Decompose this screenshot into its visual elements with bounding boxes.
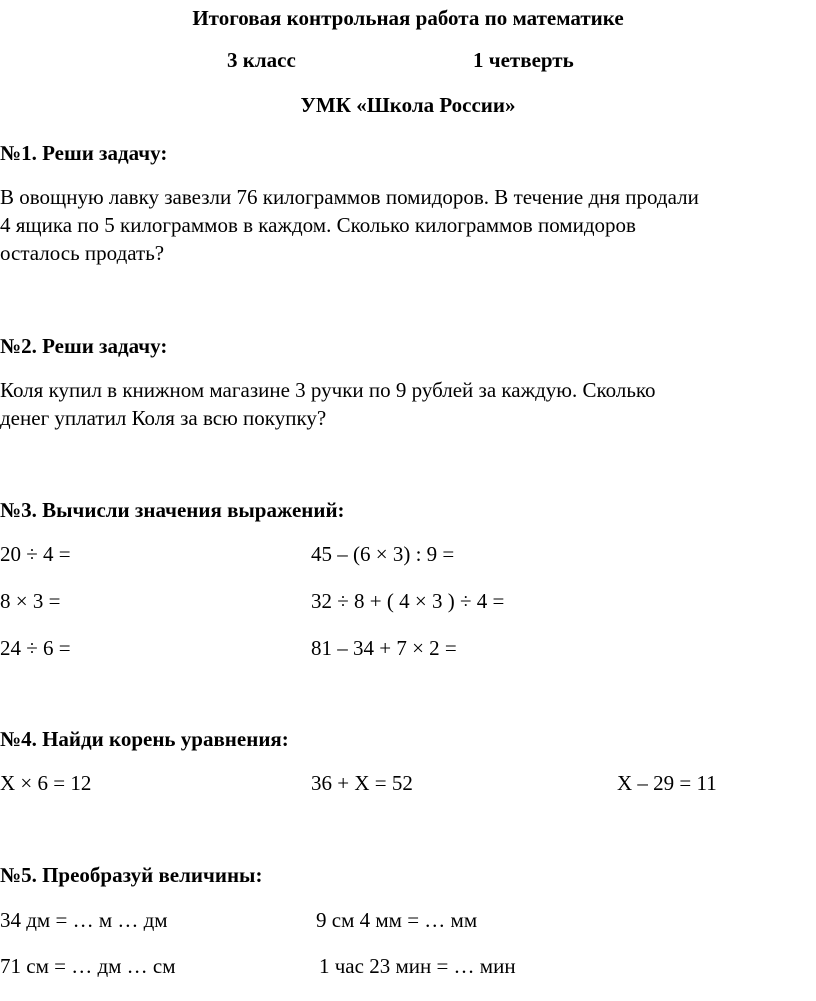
expression: 32 ÷ 8 + ( 4 × 3 ) ÷ 4 =	[311, 589, 505, 613]
task2-text-line: денег уплатил Коля за всю покупку?	[0, 406, 327, 430]
task1-text-line: В овощную лавку завезли 76 килограммов помидоров. В течение дня продали	[0, 185, 699, 209]
conversion: 1 час 23 мин = … мин	[319, 954, 516, 978]
expression: 24 ÷ 6 =	[0, 636, 71, 660]
equation: Х – 29 = 11	[617, 771, 717, 795]
equation: 36 + Х = 52	[311, 771, 413, 795]
task2-text-line: Коля купил в книжном магазине 3 ручки по 9 рублей за каждую. Сколько	[0, 378, 656, 402]
task3-heading: №3. Вычисли значения выражений:	[0, 498, 345, 522]
conversion: 9 см 4 мм = … мм	[316, 908, 478, 932]
expression: 81 – 34 + 7 × 2 =	[311, 636, 457, 660]
equation: Х × 6 = 12	[0, 771, 92, 795]
task4-heading: №4. Найди корень уравнения:	[0, 727, 289, 751]
task1-text-line: осталось продать?	[0, 241, 165, 265]
task2-heading: №2. Реши задачу:	[0, 334, 168, 358]
task5-heading: №5. Преобразуй величины:	[0, 863, 263, 887]
task1-text-line: 4 ящика по 5 килограммов в каждом. Сколько килограммов помидоров	[0, 213, 636, 237]
task1-heading: №1. Реши задачу:	[0, 141, 168, 165]
expression: 8 × 3 =	[0, 589, 61, 613]
page-title: Итоговая контрольная работа по математике	[192, 6, 624, 30]
expression: 45 – (6 × 3) : 9 =	[311, 542, 455, 566]
quarter-label: 1 четверть	[473, 48, 574, 72]
conversion: 71 см = … дм … см	[0, 954, 176, 978]
expression: 20 ÷ 4 =	[0, 542, 71, 566]
umk-label: УМК «Школа России»	[300, 93, 516, 117]
conversion: 34 дм = … м … дм	[0, 908, 168, 932]
grade-label: 3 класс	[227, 48, 296, 72]
